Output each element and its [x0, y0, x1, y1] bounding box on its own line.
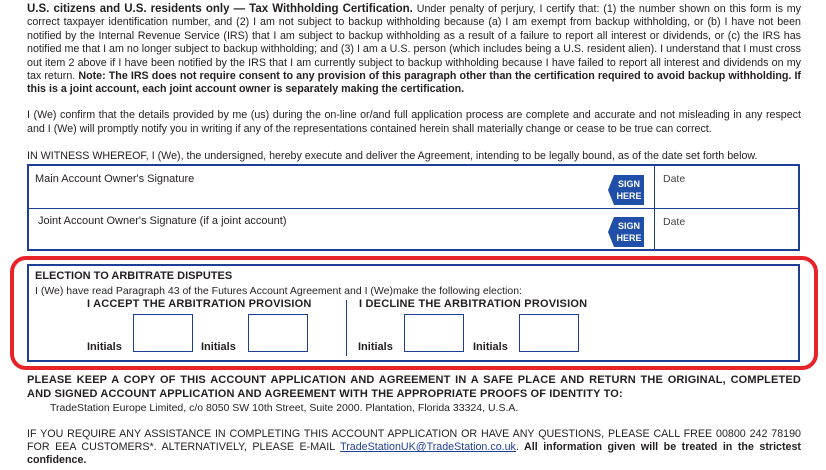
signature-box	[27, 164, 800, 251]
accept-provision-heading: I ACCEPT THE ARBITRATION PROVISION	[87, 298, 312, 310]
sign-here-joint-line1: SIGN	[617, 221, 641, 231]
sign-here-joint-icon[interactable]	[608, 217, 644, 247]
main-date-field[interactable]	[655, 166, 798, 208]
accept-initials-label-2: Initials	[201, 341, 236, 353]
assistance-text: IF YOU REQUIRE ANY ASSISTANCE IN COMPLETING THIS ACCOUNT APPLICATION OR HAVE ANY QUESTIONS, PLEASE CALL FREE 00800 242 78190 FOR EEA CUSTOMERS*. ALTERNATIVELY, PLEASE E-MAIL	[27, 428, 801, 453]
main-date-label: Date	[663, 173, 686, 185]
sign-here-main-line1: SIGN	[617, 179, 641, 189]
return-address: TradeStation Europe Limited, c/o 8050 SW 10th Street, Suite 2000. Plantation, Florida 33324, U.S.A.	[50, 402, 519, 414]
certification-heading: U.S. citizens and U.S. residents only — Tax Withholding Certification.	[27, 3, 413, 15]
joint-signature-field[interactable]	[29, 209, 604, 249]
decline-provision-heading: I DECLINE THE ARBITRATION PROVISION	[359, 298, 588, 310]
arbitration-title: ELECTION TO ARBITRATE DISPUTES	[35, 270, 233, 282]
main-signature-field[interactable]	[29, 166, 604, 208]
confidentiality-note: All information given will be treated in the strictest confidence.	[27, 441, 801, 466]
witness-statement: IN WITNESS WHEREOF, I (We), the undersigned, hereby execute and deliver the Agreement, intending to be legally bound, as of the date set forth below.	[27, 150, 758, 162]
sign-here-joint-line2: HERE	[616, 233, 642, 243]
support-email-link[interactable]: TradeStationUK@TradeStation.co.uk	[340, 441, 516, 453]
certification-note: Note: The IRS does not require consent to any provision of this paragraph other than the certification required to avoid backup withholding. If this is a joint account, each joint account owner is separately making the certification.	[27, 70, 801, 96]
decline-initials-label-2: Initials	[473, 341, 508, 353]
joint-date-field[interactable]	[655, 209, 798, 249]
sign-here-main-line2: HERE	[616, 191, 642, 201]
sign-here-main-icon[interactable]	[608, 175, 644, 205]
arbitration-highlight-outline	[10, 256, 818, 370]
joint-date-label: Date	[663, 216, 686, 228]
certification-body: Under penalty of perjury, I certify that: (1) the number shown on this form is my correct taxpayer identification number, and (2) I am not subject to backup withholding because (a) I am exempt from backup withholding, or (b) I have not been notified by the Internal Revenue Service (IRS) that I am subject to backup withholding as a result of a failure to report all interest or dividends, or (c) the IRS has notified me that I am no longer subject to backup withholding; and (3) I am a U.S. person (which includes being a U.S. resident alien). I understand that I must cross out item 2 above if I have been notified by the IRS that I am currently subject to backup withholding because I have failed to report all interest and dividends on my tax return.	[27, 3, 802, 83]
main-signature-label: Main Account Owner's Signature	[35, 173, 195, 185]
confirmation-paragraph: I (We) confirm that the details provided by me (us) during the on-line or/and full application process are complete and accurate and not misleading in any respect and I (We) will promptly notify you in writing if any of the representations contained herein shall materially change or cease to be true can correct.	[27, 109, 801, 135]
tax-certification-paragraph	[27, 3, 801, 97]
joint-signature-label: Joint Account Owner's Signature (if a joint account)	[38, 215, 287, 227]
assistance-paragraph	[27, 428, 801, 467]
keep-copy-notice: PLEASE KEEP A COPY OF THIS ACCOUNT APPLICATION AND AGREEMENT IN A SAFE PLACE AND RETURN THE ORIGINAL, COMPLETED AND SIGNED ACCOUNT APPLICATION AND AGREEMENT WITH THE APPROPRIATE PROOFS OF IDENTITY TO:	[27, 374, 801, 400]
assistance-period: .	[515, 441, 519, 453]
accept-initials-label-1: Initials	[87, 341, 122, 353]
decline-initials-label-1: Initials	[358, 341, 393, 353]
arbitration-instructions: I (We) have read Paragraph 43 of the Futures Account Agreement and I (We)make the following election:	[35, 285, 522, 297]
